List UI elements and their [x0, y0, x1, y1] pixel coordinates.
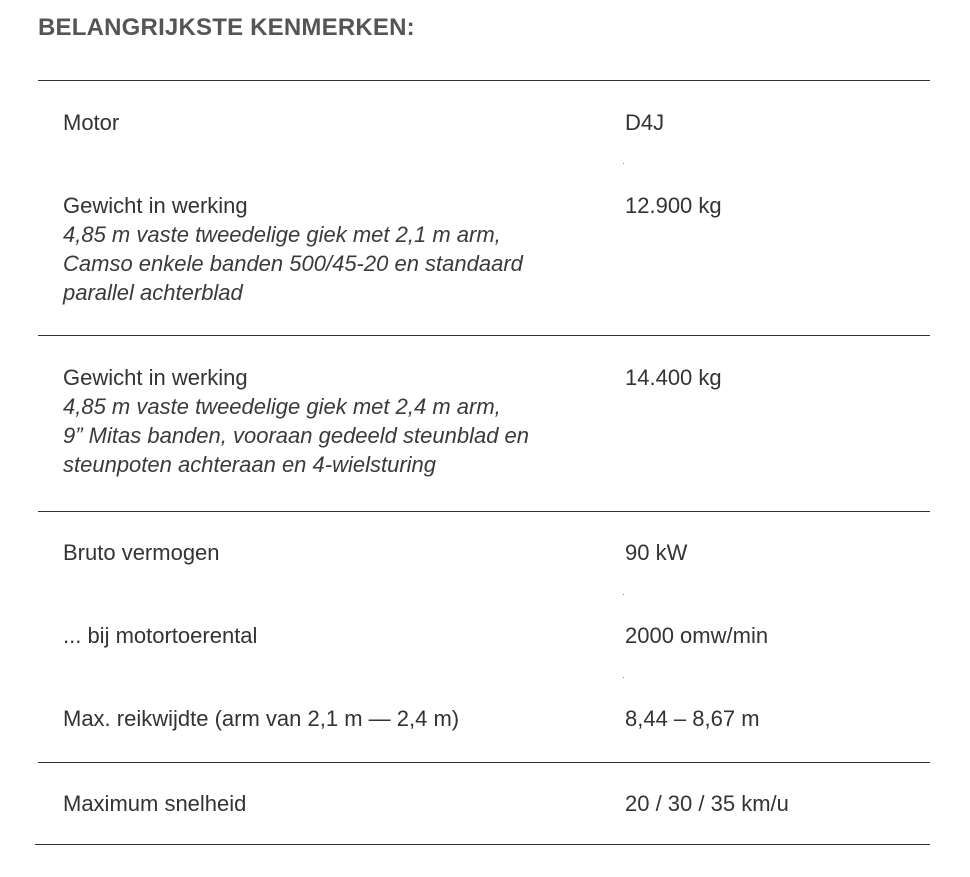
spec-label-reach: Max. reikwijdte (arm van 2,1 m — 2,4 m) — [63, 706, 460, 731]
spec-label-weight-2-sub-2: 9” Mitas banden, vooraan gedeeld steunblad en — [63, 423, 530, 448]
spec-label-weight-1-sub-2: Camso enkele banden 500/45-20 en standaard — [63, 251, 523, 276]
spec-label-weight-2-sub-3: steunpoten achteraan en 4-wielsturing — [63, 452, 437, 477]
spec-label-weight-1-title: Gewicht in werking — [63, 193, 248, 218]
spec-value-motor: D4J — [625, 110, 665, 135]
spec-label-power: Bruto vermogen — [63, 540, 220, 565]
spec-label-weight-1-sub-1: 4,85 m vaste tweedelige giek met 2,1 m arm, — [63, 222, 501, 247]
spec-label-weight-2-sub-1: 4,85 m vaste tweedelige giek met 2,4 m arm, — [63, 394, 501, 419]
spec-label-weight-1-sub-3: parallel achterblad — [63, 280, 243, 305]
row-divider-dot — [623, 163, 624, 164]
spec-value-speed: 20 / 30 / 35 km/u — [625, 791, 789, 816]
spec-group-4 — [38, 763, 930, 846]
spec-value-weight-1: 12.900 kg — [625, 193, 722, 218]
page-title: BELANGRIJKSTE KENMERKEN: — [38, 14, 415, 41]
spec-value-reach: 8,44 – 8,67 m — [625, 706, 760, 731]
spec-value-weight-2: 14.400 kg — [625, 365, 722, 390]
spec-label-motor: Motor — [63, 110, 120, 135]
spec-label-speed: Maximum snelheid — [63, 791, 247, 816]
spec-label-weight-1 — [63, 191, 603, 307]
row-divider-dot — [623, 677, 624, 678]
spec-label-weight-2-title: Gewicht in werking — [63, 365, 248, 390]
table-bottom-divider — [35, 844, 930, 845]
spec-value-power: 90 kW — [625, 540, 688, 565]
spec-value-rpm: 2000 omw/min — [625, 623, 769, 648]
spec-table — [38, 80, 930, 846]
spec-group-1 — [38, 81, 930, 336]
spec-label-weight-2 — [63, 363, 603, 479]
spec-label-rpm: ... bij motortoerental — [63, 623, 258, 648]
row-divider-dot — [623, 594, 624, 595]
spec-group-3 — [38, 512, 930, 763]
spec-group-2 — [38, 336, 930, 512]
